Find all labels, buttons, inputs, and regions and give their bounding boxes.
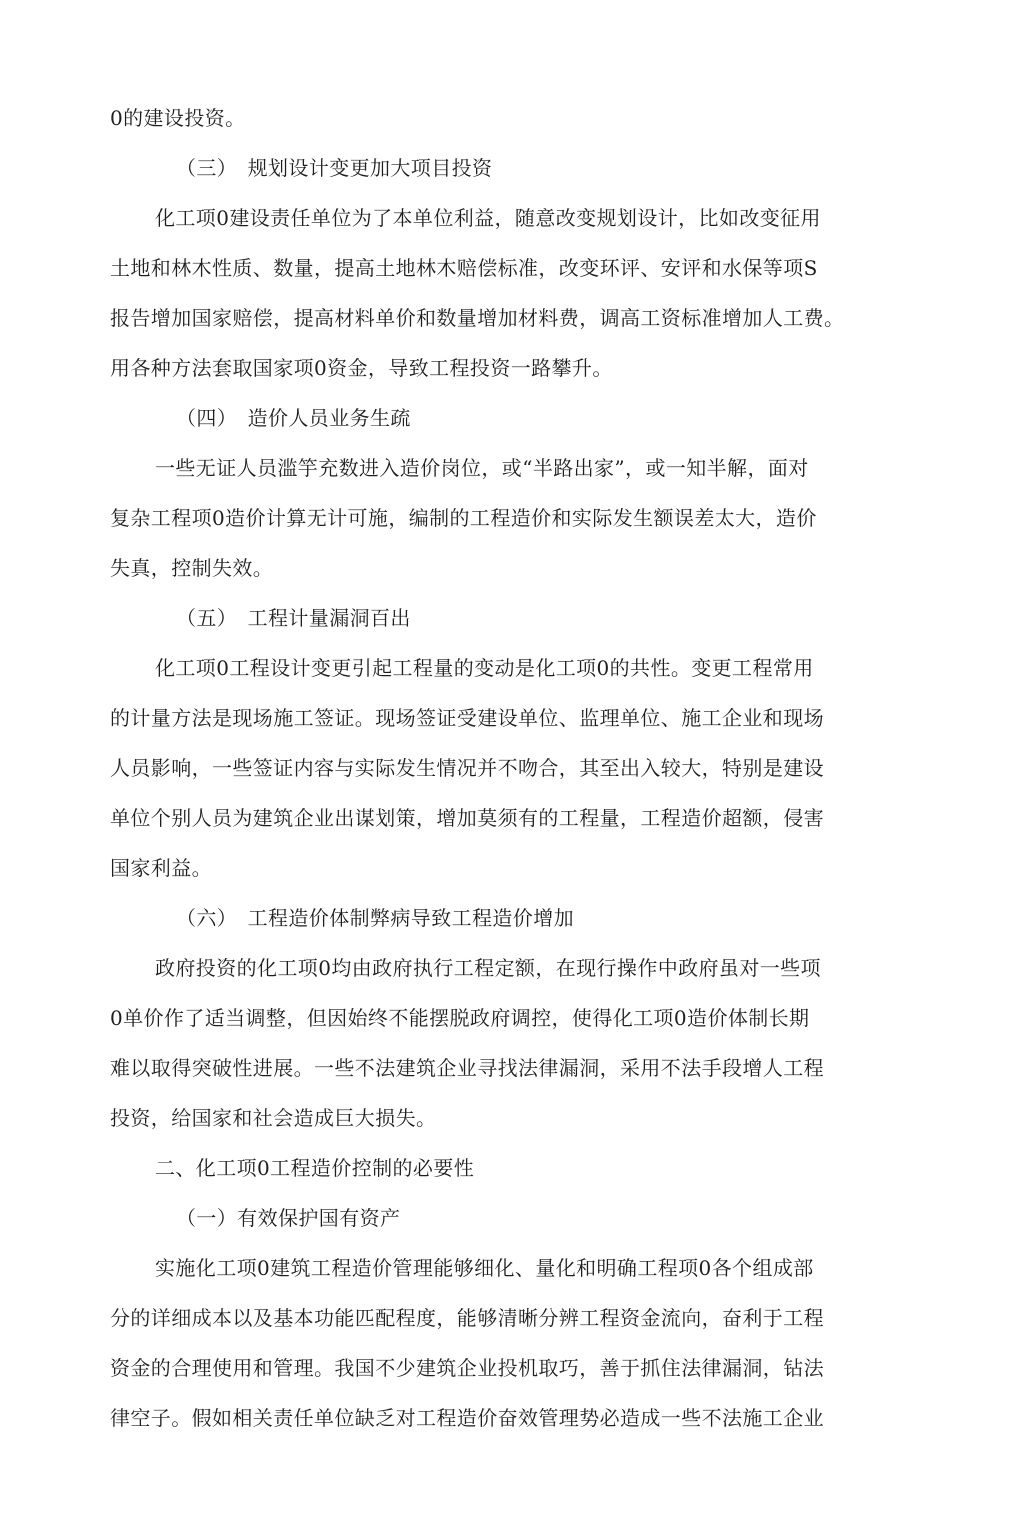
text-line: 化工项0工程设计变更引起工程量的变动是化工项0的共性。变更工程常用 [155,656,814,680]
text-line: 难以取得突破性进展。一些不法建筑企业寻找法律漏洞，采用不法手段增人工程 [110,1056,824,1080]
text-line: 人员影响，一些签证内容与实际发生情况并不吻合，其至出入较大，特别是建设 [110,756,824,780]
text-line: 化工项0建设责任单位为了本单位利益，随意改变规划设计，比如改变征用 [155,206,821,230]
text-line: 土地和林木性质、数量，提高土地林木赔偿标准，改变环评、安评和水保等项S [110,256,818,280]
text-line: 资金的合理使用和管理。我国不少建筑企业投机取巧，善于抓住法律漏洞，钻法 [110,1356,824,1380]
section-heading: （一）有效保护国有资产 [176,1206,401,1230]
text-line: 实施化工项0建筑工程造价管理能够细化、量化和明确工程项0各个组成部 [155,1256,814,1280]
text-line: 国家利益。 [110,856,212,880]
section-heading: （三） 规划设计变更加大项目投资 [176,156,493,180]
text-line: 一些无证人员滥竽充数进入造价岗位，或“半路出家”，或一知半解，面对 [155,456,809,480]
text-line: 复杂工程项0造价计算无计可施，编制的工程造价和实际发生额误差太大，造价 [110,506,817,530]
text-line: 投资，给国家和社会造成巨大损失。 [110,1106,437,1130]
text-line: 0单价作了适当调整，但因始终不能摆脱政府调控，使得化工项0造价体制长期 [110,1006,810,1030]
text-line: 分的详细成本以及基本功能匹配程度，能够清晰分辨工程资金流向，奋利于工程 [110,1306,824,1330]
text-line: 律空子。假如相关责任单位缺乏对工程造价奋效管理势必造成一些不法施工企业 [110,1406,824,1430]
text-line: 政府投资的化工项0均由政府执行工程定额，在现行操作中政府虽对一些项 [155,956,821,980]
text-line: 报告增加国家赔偿，提高材料单价和数量增加材料费，调高工资标准增加人工费。 [110,306,845,330]
text-line: 0的建设投资。 [110,106,246,130]
text-line: 单位个别人员为建筑企业出谋划策，增加莫须有的工程量，工程造价超额，侵害 [110,806,824,830]
section-heading: （六） 工程造价体制弊病导致工程造价增加 [176,906,574,930]
section-heading: （四） 造价人员业务生疏 [176,406,411,430]
text-line: 用各种方法套取国家项0资金，导致工程投资一路攀升。 [110,356,613,380]
section-heading: （五） 工程计量漏洞百出 [176,606,411,630]
text-line: 失真，控制失效。 [110,556,274,580]
text-line: 的计量方法是现场施工签证。现场签证受建设单位、监理单位、施工企业和现场 [110,706,824,730]
section-heading: 二、化工项0工程造价控制的必要性 [155,1156,475,1180]
